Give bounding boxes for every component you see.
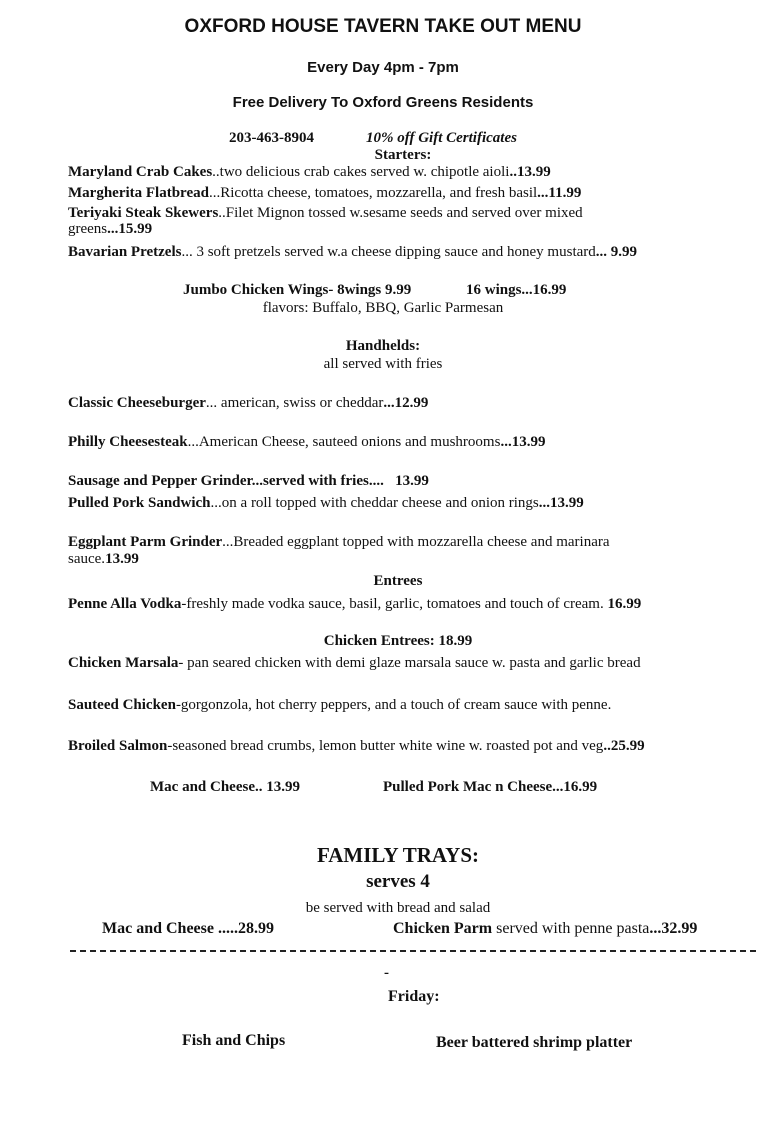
delivery-note: Free Delivery To Oxford Greens Residents [232, 94, 534, 111]
entrees-heading: Entrees [373, 573, 423, 589]
pulled-pork-mac: Pulled Pork Mac n Cheese...16.99 [383, 779, 598, 795]
menu-title: OXFORD HOUSE TAVERN TAKE OUT MENU [184, 16, 582, 37]
menu-item: Philly Cheesesteak...American Cheese, sauteed onions and mushrooms...13.99 [68, 434, 546, 450]
family-chicken-parm: Chicken Parm served with penne pasta...32.99 [393, 920, 698, 937]
family-sub: be served with bread and salad [305, 900, 491, 916]
menu-item: Bavarian Pretzels... 3 soft pretzels served w.a cheese dipping sauce and honey mustard... 9.99 [68, 244, 638, 260]
dash-mark: - [384, 965, 389, 981]
divider [70, 950, 756, 952]
family-serves: serves 4 [366, 871, 430, 892]
starters-heading: Starters: [374, 147, 432, 163]
menu-item: Penne Alla Vodka-freshly made vodka sauce, basil, garlic, tomatoes and touch of cream. 16.99 [68, 596, 642, 612]
family-trays-heading: FAMILY TRAYS: [316, 843, 479, 867]
menu-item: Pulled Pork Sandwich...on a roll topped with cheddar cheese and onion rings...13.99 [68, 495, 584, 511]
phone: 203-463-8904 [229, 130, 314, 146]
menu-item: Broiled Salmon-seasoned bread crumbs, lemon butter white wine w. roasted pot and veg..25.99 [68, 738, 645, 754]
menu-item: Sauteed Chicken-gorgonzola, hot cherry peppers, and a touch of cream sauce with penne. [68, 697, 612, 713]
wings-8: Jumbo Chicken Wings- 8wings 9.99 [183, 282, 412, 298]
friday-heading: Friday: [388, 988, 440, 1005]
fish-and-chips: Fish and Chips [182, 1032, 286, 1049]
hours: Every Day 4pm - 7pm [307, 59, 459, 76]
menu-item: Margherita Flatbread...Ricotta cheese, tomatoes, mozzarella, and fresh basil...11.99 [68, 185, 582, 201]
menu-item-cont: sauce.13.99 [68, 551, 139, 567]
mac-and-cheese: Mac and Cheese.. 13.99 [150, 779, 300, 795]
menu-item: Sausage and Pepper Grinder...served with fries.... 13.99 [68, 473, 429, 489]
gift-note: 10% off Gift Certificates [366, 130, 517, 146]
shrimp-platter: Beer battered shrimp platter [436, 1034, 633, 1051]
menu-item: Maryland Crab Cakes..two delicious crab cakes served w. chipotle aioli..13.99 [68, 164, 551, 180]
menu-item: Chicken Marsala- pan seared chicken with demi glaze marsala sauce w. pasta and garlic bread [68, 655, 641, 671]
menu-item: Teriyaki Steak Skewers..Filet Mignon tossed w.sesame seeds and served over mixed [68, 205, 583, 221]
menu-item: Classic Cheeseburger... american, swiss or cheddar...12.99 [68, 395, 429, 411]
chicken-entrees-heading: Chicken Entrees: 18.99 [323, 633, 473, 649]
menu-item: Eggplant Parm Grinder...Breaded eggplant topped with mozzarella cheese and marinara [68, 534, 610, 550]
handhelds-heading: Handhelds: [345, 338, 421, 354]
wings-16: 16 wings...16.99 [466, 282, 567, 298]
menu-item-cont: greens...15.99 [68, 221, 153, 237]
wing-flavors: flavors: Buffalo, BBQ, Garlic Parmesan [262, 300, 504, 316]
handhelds-sub: all served with fries [323, 356, 443, 372]
family-mac: Mac and Cheese .....28.99 [102, 920, 274, 937]
